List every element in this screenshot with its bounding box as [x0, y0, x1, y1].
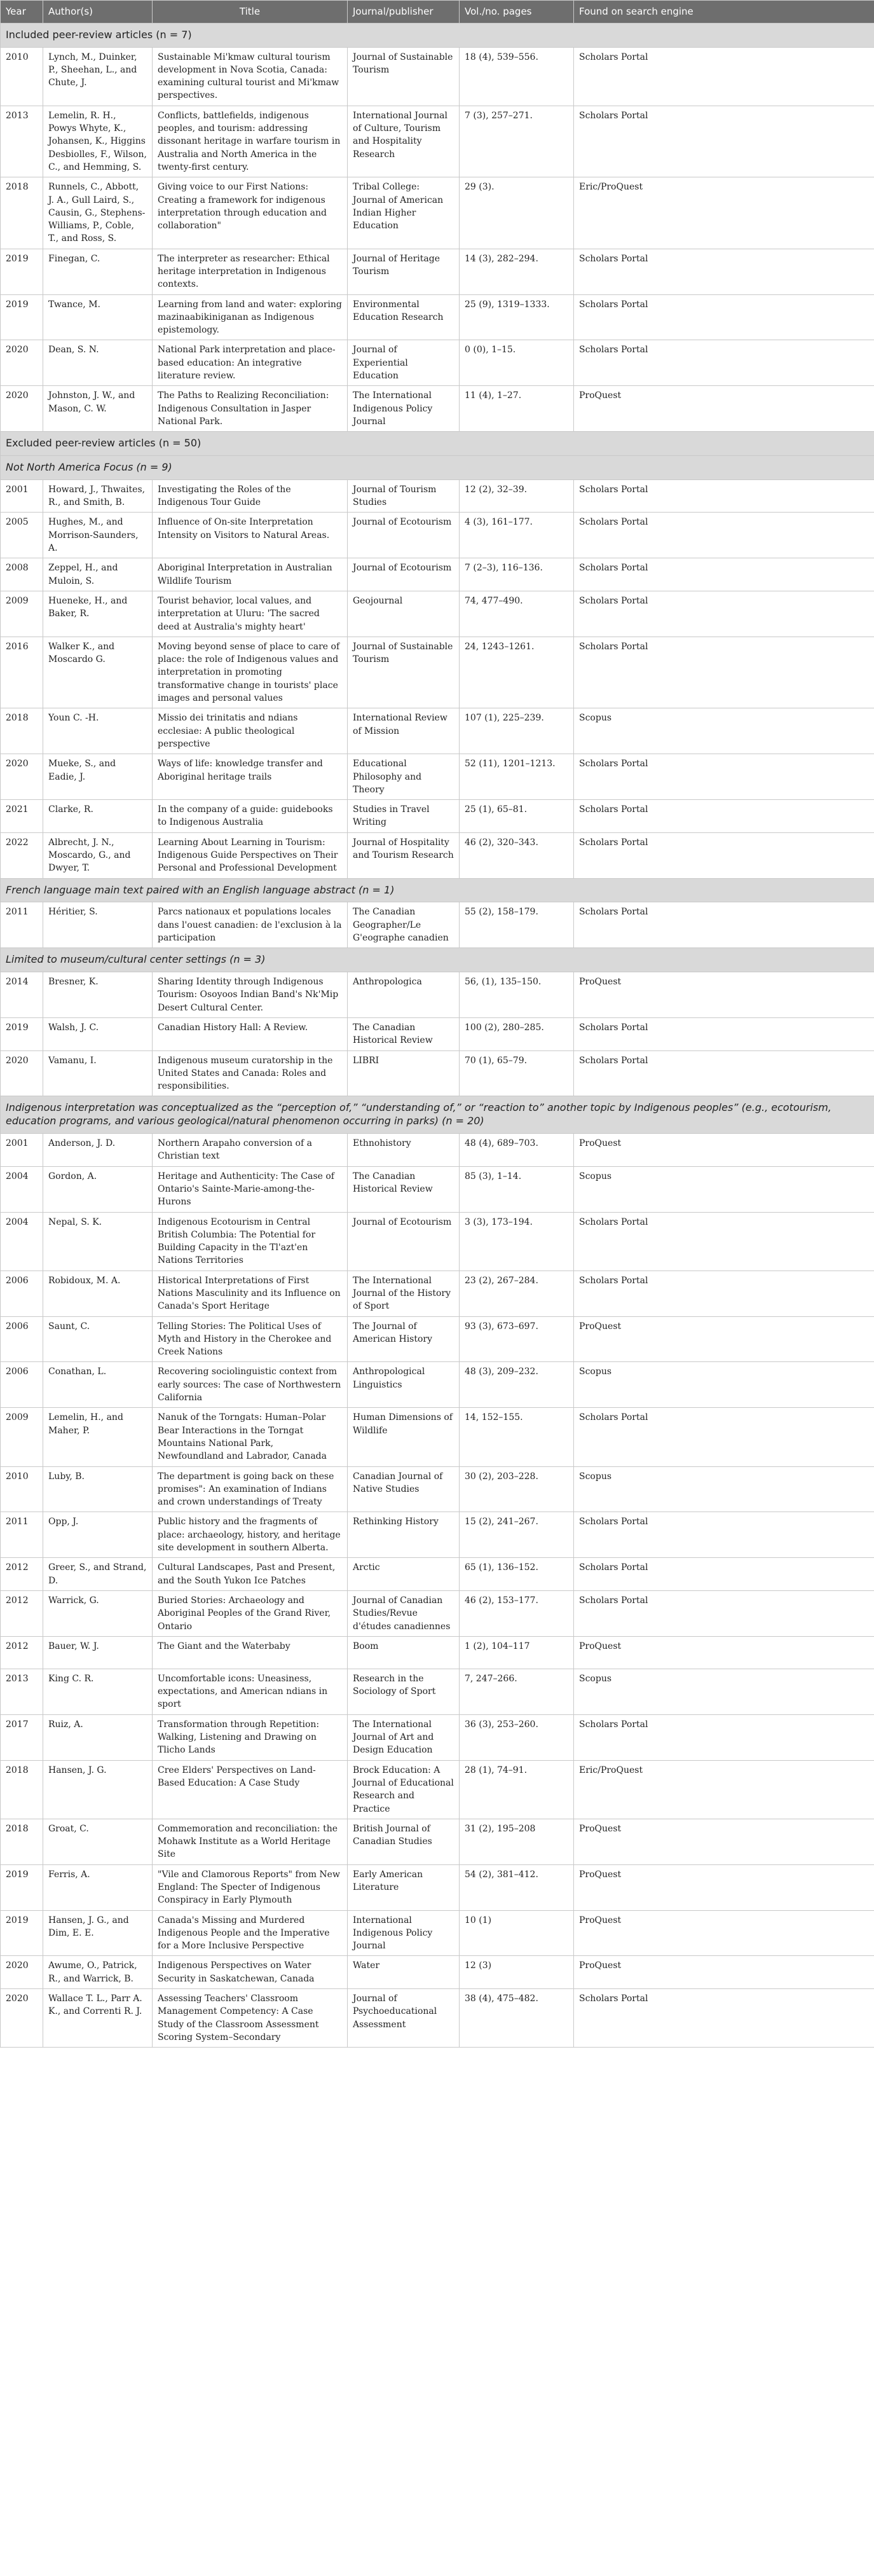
cell-journal: Brock Education: A Journal of Educational Research and Practice	[348, 1760, 460, 1819]
cell-vol-pages: 54 (2), 381–412.	[460, 1864, 574, 1910]
cell-authors: Youn C. -H.	[43, 708, 153, 754]
table-row	[1, 294, 874, 340]
cell-vol-pages: 30 (2), 203–228.	[460, 1466, 574, 1512]
cell-vol-pages: 31 (2), 195–208	[460, 1819, 574, 1864]
cell-journal: Geojournal	[348, 591, 460, 637]
cell-year: 2016	[1, 637, 43, 708]
cell-search-engine: Scopus	[574, 1466, 874, 1512]
header-title: Title	[153, 1, 348, 24]
cell-vol-pages: 85 (3), 1–14.	[460, 1166, 574, 1212]
cell-journal: Arctic	[348, 1558, 460, 1591]
cell-journal: Journal of Ecotourism	[348, 513, 460, 558]
cell-title: Aboriginal Interpretation in Australian Wildlife Tourism	[153, 558, 348, 591]
cell-year: 2008	[1, 558, 43, 591]
cell-year: 2019	[1, 1864, 43, 1910]
cell-journal: Tribal College: Journal of American Indian Higher Education	[348, 177, 460, 249]
table-row	[1, 340, 874, 386]
cell-journal: Water	[348, 1956, 460, 1989]
cell-journal: Journal of Ecotourism	[348, 558, 460, 591]
cell-year: 2012	[1, 1636, 43, 1669]
cell-authors: Clarke, R.	[43, 800, 153, 833]
cell-title: Buried Stories: Archaeology and Aboriginal Peoples of the Grand River, Ontario	[153, 1590, 348, 1636]
cell-title: Learning from land and water: exploring mazinaabikiniganan as Indigenous epistemology.	[153, 294, 348, 340]
cell-search-engine: Scholars Portal	[574, 1212, 874, 1271]
section-heading-row	[1, 432, 874, 456]
cell-vol-pages: 70 (1), 65–79.	[460, 1050, 574, 1096]
table-row	[1, 902, 874, 948]
cell-authors: Nepal, S. K.	[43, 1212, 153, 1271]
cell-search-engine: ProQuest	[574, 1134, 874, 1167]
cell-authors: Awume, O., Patrick, R., and Warrick, B.	[43, 1956, 153, 1989]
cell-authors: Robidoux, M. A.	[43, 1271, 153, 1316]
cell-vol-pages: 14 (3), 282–294.	[460, 249, 574, 294]
cell-journal: The Journal of American History	[348, 1316, 460, 1362]
cell-authors: Walsh, J. C.	[43, 1017, 153, 1050]
cell-title: Historical Interpretations of First Nations Masculinity and its Influence on Canada's Sport Heritage	[153, 1271, 348, 1316]
cell-authors: Lynch, M., Duinker, P., Sheehan, L., and Chute, J.	[43, 47, 153, 106]
table-row	[1, 1466, 874, 1512]
cell-year: 2020	[1, 1956, 43, 1989]
cell-journal: The Canadian Historical Review	[348, 1017, 460, 1050]
cell-year: 2020	[1, 1050, 43, 1096]
cell-authors: Ruiz, A.	[43, 1714, 153, 1760]
cell-journal: Ethnohistory	[348, 1134, 460, 1167]
cell-authors: Howard, J., Thwaites, R., and Smith, B.	[43, 479, 153, 513]
cell-vol-pages: 7 (2–3), 116–136.	[460, 558, 574, 591]
table-row	[1, 1316, 874, 1362]
cell-authors: Johnston, J. W., and Mason, C. W.	[43, 386, 153, 432]
cell-search-engine: ProQuest	[574, 386, 874, 432]
cell-authors: Hueneke, H., and Baker, R.	[43, 591, 153, 637]
cell-search-engine: Scholars Portal	[574, 1512, 874, 1558]
cell-authors: Gordon, A.	[43, 1166, 153, 1212]
cell-journal: Journal of Canadian Studies/Revue d'études canadiennes	[348, 1590, 460, 1636]
cell-year: 2014	[1, 972, 43, 1018]
table-row	[1, 1558, 874, 1591]
table-row	[1, 754, 874, 800]
cell-year: 2018	[1, 708, 43, 754]
cell-vol-pages: 52 (11), 1201–1213.	[460, 754, 574, 800]
table-row	[1, 249, 874, 294]
cell-journal: Environmental Education Research	[348, 294, 460, 340]
cell-search-engine: Scholars Portal	[574, 1714, 874, 1760]
header-search-engine: Found on search engine	[574, 1, 874, 24]
cell-title: The Paths to Realizing Reconciliation: Indigenous Consultation in Jasper National Park.	[153, 386, 348, 432]
cell-authors: Finegan, C.	[43, 249, 153, 294]
cell-title: National Park interpretation and place-based education: An integrative literature review.	[153, 340, 348, 386]
cell-year: 2010	[1, 1466, 43, 1512]
table-row	[1, 1212, 874, 1271]
cell-authors: Vamanu, I.	[43, 1050, 153, 1096]
cell-journal: International Journal of Culture, Tourism and Hospitality Research	[348, 106, 460, 177]
cell-vol-pages: 7 (3), 257–271.	[460, 106, 574, 177]
table-row	[1, 1636, 874, 1669]
cell-search-engine: Scopus	[574, 708, 874, 754]
cell-authors: Twance, M.	[43, 294, 153, 340]
cell-title: Telling Stories: The Political Uses of Myth and History in the Cherokee and Creek Nations	[153, 1316, 348, 1362]
cell-year: 2018	[1, 1760, 43, 1819]
cell-vol-pages: 7, 247–266.	[460, 1669, 574, 1714]
table-row	[1, 558, 874, 591]
cell-year: 2019	[1, 294, 43, 340]
cell-authors: Ferris, A.	[43, 1864, 153, 1910]
cell-vol-pages: 55 (2), 158–179.	[460, 902, 574, 948]
table-row	[1, 47, 874, 106]
cell-title: Ways of life: knowledge transfer and Aboriginal heritage trails	[153, 754, 348, 800]
cell-search-engine: Scholars Portal	[574, 832, 874, 878]
cell-search-engine: Eric/ProQuest	[574, 177, 874, 249]
table-row	[1, 177, 874, 249]
cell-authors: Bauer, W. J.	[43, 1636, 153, 1669]
cell-title: Assessing Teachers' Classroom Management Competency: A Case Study of the Classroom Assessment Scoring System–Secondary	[153, 1989, 348, 2048]
cell-search-engine: Scholars Portal	[574, 591, 874, 637]
cell-journal: Journal of Sustainable Tourism	[348, 637, 460, 708]
table-row	[1, 1819, 874, 1864]
cell-year: 2017	[1, 1714, 43, 1760]
cell-journal: Studies in Travel Writing	[348, 800, 460, 833]
cell-journal: Journal of Ecotourism	[348, 1212, 460, 1271]
cell-vol-pages: 1 (2), 104–117	[460, 1636, 574, 1669]
cell-journal: International Review of Mission	[348, 708, 460, 754]
cell-vol-pages: 56, (1), 135–150.	[460, 972, 574, 1018]
header-year: Year	[1, 1, 43, 24]
cell-title: Sharing Identity through Indigenous Tourism: Osoyoos Indian Band's Nk'Mip Desert Cultural Center.	[153, 972, 348, 1018]
cell-title: Indigenous Ecotourism in Central British Columbia: The Potential for Building Capacity in the Tl'azt'en Nations Territories	[153, 1212, 348, 1271]
header-journal: Journal/publisher	[348, 1, 460, 24]
cell-authors: Hansen, J. G., and Dim, E. E.	[43, 1910, 153, 1956]
header-authors: Author(s)	[43, 1, 153, 24]
cell-year: 2018	[1, 1819, 43, 1864]
cell-year: 2001	[1, 479, 43, 513]
cell-year: 2013	[1, 106, 43, 177]
cell-search-engine: ProQuest	[574, 1636, 874, 1669]
cell-year: 2022	[1, 832, 43, 878]
cell-journal: The International Journal of the History of Sport	[348, 1271, 460, 1316]
table-row	[1, 1362, 874, 1408]
table-row	[1, 1910, 874, 1956]
cell-search-engine: Eric/ProQuest	[574, 1760, 874, 1819]
subsection-heading-row	[1, 878, 874, 902]
cell-search-engine: ProQuest	[574, 1316, 874, 1362]
cell-search-engine: Scholars Portal	[574, 106, 874, 177]
cell-year: 2010	[1, 47, 43, 106]
cell-search-engine: Scholars Portal	[574, 637, 874, 708]
table-row	[1, 972, 874, 1018]
cell-search-engine: ProQuest	[574, 1910, 874, 1956]
cell-vol-pages: 46 (2), 320–343.	[460, 832, 574, 878]
table-row	[1, 800, 874, 833]
cell-year: 2009	[1, 591, 43, 637]
table-row	[1, 1989, 874, 2048]
subsection-heading-row	[1, 948, 874, 972]
cell-year: 2020	[1, 754, 43, 800]
cell-vol-pages: 0 (0), 1–15.	[460, 340, 574, 386]
cell-authors: Luby, B.	[43, 1466, 153, 1512]
cell-vol-pages: 48 (3), 209–232.	[460, 1362, 574, 1408]
cell-vol-pages: 18 (4), 539–556.	[460, 47, 574, 106]
cell-search-engine: Scholars Portal	[574, 1050, 874, 1096]
cell-journal: International Indigenous Policy Journal	[348, 1910, 460, 1956]
cell-vol-pages: 29 (3).	[460, 177, 574, 249]
cell-year: 2019	[1, 1017, 43, 1050]
cell-journal: The Canadian Geographer/Le G'eographe canadien	[348, 902, 460, 948]
cell-year: 2018	[1, 177, 43, 249]
cell-authors: Hughes, M., and Morrison-Saunders, A.	[43, 513, 153, 558]
table-row	[1, 1956, 874, 1989]
section-heading-row	[1, 23, 874, 47]
cell-authors: Héritier, S.	[43, 902, 153, 948]
cell-search-engine: Scopus	[574, 1669, 874, 1714]
cell-vol-pages: 48 (4), 689–703.	[460, 1134, 574, 1167]
table-row	[1, 1760, 874, 1819]
subsection-heading-row	[1, 456, 874, 480]
table-header-row	[1, 1, 874, 24]
cell-vol-pages: 15 (2), 241–267.	[460, 1512, 574, 1558]
cell-title: Investigating the Roles of the Indigenous Tour Guide	[153, 479, 348, 513]
subsection-heading: Indigenous interpretation was conceptualized as the “perception of,” “understanding of,” or “reaction to” another topic by Indigenous peoples” (e.g., ecotourism, education programs, and various geological/natural phenomenon occurring in parks) (n = 20)	[1, 1096, 874, 1134]
cell-title: Cree Elders' Perspectives on Land-Based Education: A Case Study	[153, 1760, 348, 1819]
cell-year: 2020	[1, 1989, 43, 2048]
cell-year: 2013	[1, 1669, 43, 1714]
cell-journal: Journal of Heritage Tourism	[348, 249, 460, 294]
cell-search-engine: Scholars Portal	[574, 340, 874, 386]
cell-title: Transformation through Repetition: Walking, Listening and Drawing on Tlicho Lands	[153, 1714, 348, 1760]
cell-vol-pages: 10 (1)	[460, 1910, 574, 1956]
subsection-heading: Not North America Focus (n = 9)	[1, 456, 874, 480]
cell-title: Giving voice to our First Nations: Creating a framework for indigenous interpretation through education and collaboration"	[153, 177, 348, 249]
cell-search-engine: ProQuest	[574, 1956, 874, 1989]
cell-authors: Hansen, J. G.	[43, 1760, 153, 1819]
cell-journal: The International Indigenous Policy Journal	[348, 386, 460, 432]
cell-authors: Zeppel, H., and Muloin, S.	[43, 558, 153, 591]
cell-journal: LIBRI	[348, 1050, 460, 1096]
table-row	[1, 1714, 874, 1760]
cell-year: 2004	[1, 1166, 43, 1212]
cell-authors: Groat, C.	[43, 1819, 153, 1864]
cell-title: The department is going back on these promises": An examination of Indians and crown understandings of Treaty	[153, 1466, 348, 1512]
cell-journal: British Journal of Canadian Studies	[348, 1819, 460, 1864]
table-row	[1, 1590, 874, 1636]
cell-journal: Rethinking History	[348, 1512, 460, 1558]
cell-year: 2019	[1, 249, 43, 294]
cell-year: 2011	[1, 1512, 43, 1558]
cell-authors: Saunt, C.	[43, 1316, 153, 1362]
cell-vol-pages: 46 (2), 153–177.	[460, 1590, 574, 1636]
cell-title: Public history and the fragments of place: archaeology, history, and heritage site development in southern Alberta.	[153, 1512, 348, 1558]
cell-authors: Albrecht, J. N., Moscardo, G., and Dwyer, T.	[43, 832, 153, 878]
cell-title: "Vile and Clamorous Reports" from New England: The Specter of Indigenous Conspiracy in Early Plymouth	[153, 1864, 348, 1910]
cell-year: 2005	[1, 513, 43, 558]
cell-search-engine: Scholars Portal	[574, 513, 874, 558]
table-row	[1, 832, 874, 878]
cell-authors: Greer, S., and Strand, D.	[43, 1558, 153, 1591]
cell-vol-pages: 100 (2), 280–285.	[460, 1017, 574, 1050]
table-row	[1, 1134, 874, 1167]
cell-journal: Anthropologica	[348, 972, 460, 1018]
cell-authors: Wallace T. L., Parr A. K., and Correnti R. J.	[43, 1989, 153, 2048]
cell-authors: Runnels, C., Abbott, J. A., Gull Laird, S., Causin, G., Stephens-Williams, P., Coble, T., and Ross, S.	[43, 177, 153, 249]
cell-year: 2020	[1, 340, 43, 386]
cell-title: Moving beyond sense of place to care of place: the role of Indigenous values and interpretation in promoting transformative change in tourists' place images and personal values	[153, 637, 348, 708]
cell-authors: Bresner, K.	[43, 972, 153, 1018]
cell-title: Learning About Learning in Tourism: Indigenous Guide Perspectives on Their Personal and Professional Development	[153, 832, 348, 878]
cell-journal: Anthropological Linguistics	[348, 1362, 460, 1408]
cell-search-engine: Scholars Portal	[574, 47, 874, 106]
cell-search-engine: Scopus	[574, 1166, 874, 1212]
cell-search-engine: Scholars Portal	[574, 479, 874, 513]
cell-year: 2012	[1, 1558, 43, 1591]
cell-authors: Conathan, L.	[43, 1362, 153, 1408]
cell-vol-pages: 93 (3), 673–697.	[460, 1316, 574, 1362]
cell-authors: Walker K., and Moscardo G.	[43, 637, 153, 708]
cell-year: 2001	[1, 1134, 43, 1167]
cell-search-engine: ProQuest	[574, 1819, 874, 1864]
cell-authors: King C. R.	[43, 1669, 153, 1714]
cell-vol-pages: 36 (3), 253–260.	[460, 1714, 574, 1760]
cell-authors: Opp, J.	[43, 1512, 153, 1558]
table-row	[1, 1669, 874, 1714]
cell-journal: Journal of Sustainable Tourism	[348, 47, 460, 106]
subsection-heading: Limited to museum/cultural center settings (n = 3)	[1, 948, 874, 972]
cell-year: 2004	[1, 1212, 43, 1271]
cell-vol-pages: 4 (3), 161–177.	[460, 513, 574, 558]
cell-journal: Human Dimensions of Wildlife	[348, 1408, 460, 1466]
cell-search-engine: Scholars Portal	[574, 249, 874, 294]
cell-title: Indigenous museum curatorship in the United States and Canada: Roles and responsibilities.	[153, 1050, 348, 1096]
cell-search-engine: Scholars Portal	[574, 1017, 874, 1050]
cell-authors: Mueke, S., and Eadie, J.	[43, 754, 153, 800]
table-row	[1, 591, 874, 637]
cell-vol-pages: 107 (1), 225–239.	[460, 708, 574, 754]
cell-search-engine: ProQuest	[574, 972, 874, 1018]
cell-year: 2006	[1, 1271, 43, 1316]
cell-title: Northern Arapaho conversion of a Christian text	[153, 1134, 348, 1167]
cell-authors: Lemelin, H., and Maher, P.	[43, 1408, 153, 1466]
cell-search-engine: Scholars Portal	[574, 558, 874, 591]
cell-year: 2021	[1, 800, 43, 833]
cell-title: The Giant and the Waterbaby	[153, 1636, 348, 1669]
header-vol-pages: Vol./no. pages	[460, 1, 574, 24]
cell-year: 2019	[1, 1910, 43, 1956]
table-row	[1, 513, 874, 558]
cell-title: Influence of On-site Interpretation Intensity on Visitors to Natural Areas.	[153, 513, 348, 558]
table-row	[1, 1864, 874, 1910]
cell-journal: Research in the Sociology of Sport	[348, 1669, 460, 1714]
cell-journal: Educational Philosophy and Theory	[348, 754, 460, 800]
cell-title: The interpreter as researcher: Ethical heritage interpretation in Indigenous contexts.	[153, 249, 348, 294]
cell-year: 2012	[1, 1590, 43, 1636]
section-heading: Excluded peer-review articles (n = 50)	[1, 432, 874, 456]
table-row	[1, 1017, 874, 1050]
cell-authors: Anderson, J. D.	[43, 1134, 153, 1167]
cell-journal: The International Journal of Art and Design Education	[348, 1714, 460, 1760]
cell-vol-pages: 25 (1), 65–81.	[460, 800, 574, 833]
cell-search-engine: Scholars Portal	[574, 1408, 874, 1466]
cell-search-engine: Scholars Portal	[574, 902, 874, 948]
cell-journal: Boom	[348, 1636, 460, 1669]
cell-vol-pages: 23 (2), 267–284.	[460, 1271, 574, 1316]
cell-search-engine: Scholars Portal	[574, 800, 874, 833]
cell-title: Recovering sociolinguistic context from early sources: The case of Northwestern California	[153, 1362, 348, 1408]
cell-vol-pages: 14, 152–155.	[460, 1408, 574, 1466]
table-row	[1, 1408, 874, 1466]
cell-search-engine: ProQuest	[574, 1864, 874, 1910]
table-row	[1, 1512, 874, 1558]
cell-search-engine: Scholars Portal	[574, 1989, 874, 2048]
cell-journal: Journal of Psychoeducational Assessment	[348, 1989, 460, 2048]
table-row	[1, 479, 874, 513]
cell-vol-pages: 28 (1), 74–91.	[460, 1760, 574, 1819]
cell-journal: Canadian Journal of Native Studies	[348, 1466, 460, 1512]
section-heading: Included peer-review articles (n = 7)	[1, 23, 874, 47]
table-row	[1, 637, 874, 708]
cell-year: 2006	[1, 1362, 43, 1408]
table-row	[1, 1166, 874, 1212]
cell-journal: Early American Literature	[348, 1864, 460, 1910]
table-row	[1, 708, 874, 754]
cell-search-engine: Scholars Portal	[574, 1558, 874, 1591]
cell-title: Parcs nationaux et populations locales dans l'ouest canadien: de l'exclusion à la participation	[153, 902, 348, 948]
cell-year: 2006	[1, 1316, 43, 1362]
cell-journal: Journal of Experiential Education	[348, 340, 460, 386]
cell-title: Nanuk of the Torngats: Human–Polar Bear Interactions in the Torngat Mountains National Park, Newfoundland and Labrador, Canada	[153, 1408, 348, 1466]
table-row	[1, 1271, 874, 1316]
cell-title: Tourist behavior, local values, and interpretation at Uluru: 'The sacred deed at Australia's mighty heart'	[153, 591, 348, 637]
cell-vol-pages: 3 (3), 173–194.	[460, 1212, 574, 1271]
cell-vol-pages: 24, 1243–1261.	[460, 637, 574, 708]
cell-title: Canada's Missing and Murdered Indigenous People and the Imperative for a More Inclusive Perspective	[153, 1910, 348, 1956]
cell-search-engine: Scholars Portal	[574, 294, 874, 340]
subsection-heading-row	[1, 1096, 874, 1134]
cell-title: Cultural Landscapes, Past and Present, and the South Yukon Ice Patches	[153, 1558, 348, 1591]
cell-year: 2009	[1, 1408, 43, 1466]
cell-vol-pages: 25 (9), 1319–1333.	[460, 294, 574, 340]
cell-vol-pages: 12 (2), 32–39.	[460, 479, 574, 513]
cell-title: Canadian History Hall: A Review.	[153, 1017, 348, 1050]
cell-title: Conflicts, battlefields, indigenous peoples, and tourism: addressing dissonant heritage in warfare tourism in Australia and North America in the twenty-first century.	[153, 106, 348, 177]
cell-title: Heritage and Authenticity: The Case of Ontario's Sainte-Marie-among-the-Hurons	[153, 1166, 348, 1212]
cell-vol-pages: 65 (1), 136–152.	[460, 1558, 574, 1591]
cell-vol-pages: 12 (3)	[460, 1956, 574, 1989]
cell-vol-pages: 11 (4), 1–27.	[460, 386, 574, 432]
cell-journal: The Canadian Historical Review	[348, 1166, 460, 1212]
cell-authors: Dean, S. N.	[43, 340, 153, 386]
cell-title: Uncomfortable icons: Uneasiness, expectations, and American ndians in sport	[153, 1669, 348, 1714]
subsection-heading: French language main text paired with an English language abstract (n = 1)	[1, 878, 874, 902]
cell-search-engine: Scholars Portal	[574, 754, 874, 800]
table-row	[1, 1050, 874, 1096]
cell-search-engine: Scholars Portal	[574, 1271, 874, 1316]
cell-year: 2011	[1, 902, 43, 948]
cell-title: Indigenous Perspectives on Water Security in Saskatchewan, Canada	[153, 1956, 348, 1989]
cell-authors: Lemelin, R. H., Powys Whyte, K., Johansen, K., Higgins Desbiolles, F., Wilson, C., and Hemming, S.	[43, 106, 153, 177]
cell-journal: Journal of Tourism Studies	[348, 479, 460, 513]
cell-title: Missio dei trinitatis and ndians ecclesiae: A public theological perspective	[153, 708, 348, 754]
cell-year: 2020	[1, 386, 43, 432]
table-row	[1, 106, 874, 177]
cell-search-engine: Scholars Portal	[574, 1590, 874, 1636]
cell-vol-pages: 74, 477–490.	[460, 591, 574, 637]
cell-title: Commemoration and reconciliation: the Mohawk Institute as a World Heritage Site	[153, 1819, 348, 1864]
table-row	[1, 386, 874, 432]
cell-authors: Warrick, G.	[43, 1590, 153, 1636]
cell-journal: Journal of Hospitality and Tourism Research	[348, 832, 460, 878]
cell-title: Sustainable Mi'kmaw cultural tourism development in Nova Scotia, Canada: examining cultural tourist and Mi'kmaw perspectives.	[153, 47, 348, 106]
cell-search-engine: Scopus	[574, 1362, 874, 1408]
cell-vol-pages: 38 (4), 475–482.	[460, 1989, 574, 2048]
cell-title: In the company of a guide: guidebooks to Indigenous Australia	[153, 800, 348, 833]
